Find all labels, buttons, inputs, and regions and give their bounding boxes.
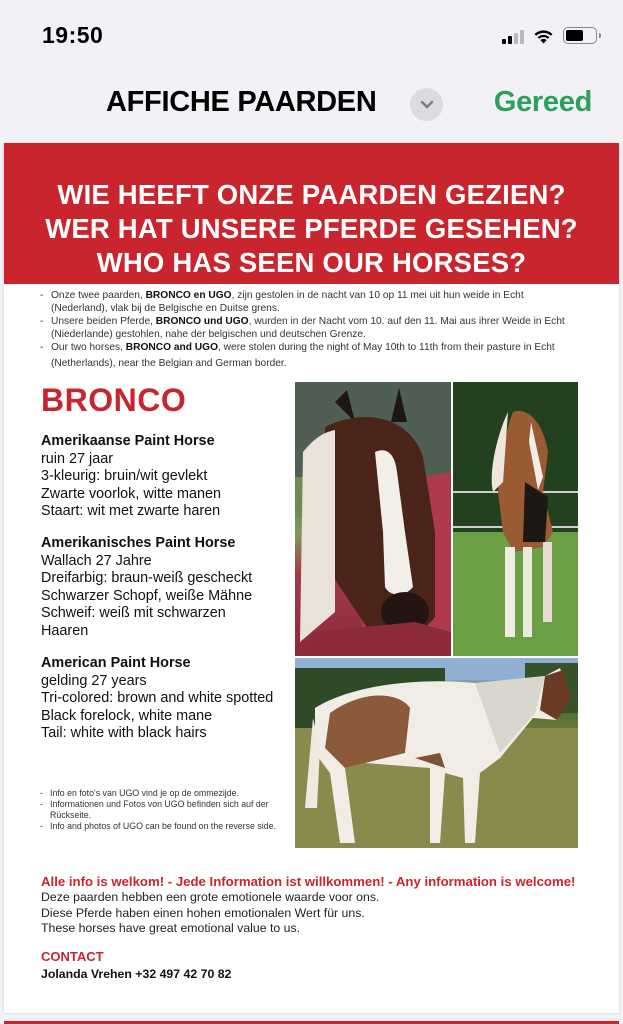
intro-horse-names: BRONCO and UGO: [125, 342, 219, 353]
description-line: 3-kleurig: bruin/wit gevlekt: [41, 468, 208, 484]
intro-item-nl: [40, 289, 589, 315]
intro-item-en: [40, 341, 589, 370]
description-line: Staart: wit met zwarte haren: [41, 503, 221, 519]
note-item: - Info en foto's van UGO vind je op de ommezijde.: [40, 788, 280, 799]
horse-section: [4, 370, 619, 850]
description-line: Haaren: [41, 622, 89, 639]
wifi-icon: [533, 28, 554, 44]
battery-icon: [563, 27, 597, 44]
intro-text: Our two horses,: [51, 342, 126, 353]
intro-text: (Nederland), vlak bij de Belgische en Duitse grens.: [51, 303, 280, 314]
description-line: Dreifarbig: braun-weiß gescheckt: [41, 570, 253, 586]
status-icons: [502, 27, 597, 44]
description-line: Zwarte voorlok, witte manen: [41, 485, 221, 502]
chevron-down-icon: [420, 100, 434, 109]
description-en: [41, 655, 291, 743]
horse-name: BRONCO: [41, 382, 187, 418]
bronco-head-closeup-photo: [295, 382, 451, 656]
intro-text: (Netherlands), near the Belgian and German border.: [51, 358, 287, 369]
value-line-en: These horses have great emotional value to us.: [41, 921, 301, 935]
intro-text: , were stolen during the night of May 10th to 11th from their pasture in Echt: [218, 342, 555, 353]
poster-document: [4, 143, 619, 1013]
banner-line-en: WHO HAS SEEN OUR HORSES?: [96, 247, 527, 278]
welcome-text: Alle info is welkom! - Jede Information ist willkommen! - Any information is welcome!: [41, 874, 576, 889]
description-line: Schwarzer Schopf, weiße Mähne: [41, 587, 253, 604]
intro-horse-names: BRONCO en UGO: [145, 290, 232, 301]
description-heading: Amerikaanse Paint Horse: [41, 433, 215, 449]
description-de: [41, 535, 291, 640]
status-time: 19:50: [42, 22, 104, 48]
description-nl: [41, 433, 291, 521]
value-line-de: Diese Pferde haben einen hohen emotionalen Wert für uns.: [41, 905, 365, 920]
nav-bar: [0, 70, 623, 136]
intro-list: [4, 284, 619, 370]
footer-section: [41, 874, 611, 937]
description-line: Schweif: weiß mit schwarzen: [41, 605, 226, 621]
description-line: Wallach 27 Jahre: [41, 552, 152, 569]
intro-horse-names: BRONCO und UGO: [155, 316, 249, 327]
intro-text: Unsere beiden Pferde,: [51, 316, 156, 327]
cellular-signal-icon: [502, 28, 524, 44]
bronco-side-photo: [295, 658, 578, 848]
value-line-nl: Deze paarden hebben een grote emotionele waarde voor ons.: [41, 890, 380, 904]
contact-section: [41, 949, 231, 982]
contact-person[interactable]: Jolanda Vrehen +32 497 42 70 82: [41, 967, 232, 981]
done-button[interactable]: Gereed: [493, 86, 592, 118]
description-heading: American Paint Horse: [41, 655, 191, 671]
banner-line-nl: WIE HEEFT ONZE PAARDEN GEZIEN?: [57, 179, 566, 210]
document-title[interactable]: AFFICHE PAARDEN: [106, 86, 377, 118]
description-heading: Amerikanisches Paint Horse: [41, 535, 236, 551]
description-line: ruin 27 jaar: [41, 450, 113, 467]
title-menu-button[interactable]: [410, 88, 443, 121]
bronco-front-photo: [453, 382, 578, 656]
intro-text: , zijn gestolen in de nacht van 10 op 11 mei uit hun weide in Echt: [231, 290, 524, 301]
description-line: Tri-colored: brown and white spotted: [41, 690, 274, 706]
poster-banner: [4, 143, 619, 284]
banner-line-de: WER HAT UNSERE PFERDE GESEHEN?: [45, 213, 578, 244]
intro-text: (Niederlande) gestohlen, nahe der belgischen und deutschen Grenze.: [51, 329, 366, 340]
note-item: - Informationen und Fotos von UGO befinden sich auf der Rückseite.: [40, 799, 280, 821]
description-line: Black forelock, white mane: [41, 707, 213, 724]
note-item: - Info and photos of UGO can be found on the reverse side.: [40, 821, 280, 832]
contact-label: CONTACT: [41, 949, 104, 964]
intro-item-de: [40, 315, 589, 341]
notes-list: [40, 788, 280, 832]
description-line: gelding 27 years: [41, 672, 147, 689]
status-bar: [0, 0, 623, 70]
description-line: Tail: white with black hairs: [41, 725, 207, 741]
intro-text: Onze twee paarden,: [51, 290, 146, 301]
intro-text: , wurden in der Nacht vom 10. auf den 11. Mai aus ihrer Weide in Echt: [248, 316, 565, 327]
